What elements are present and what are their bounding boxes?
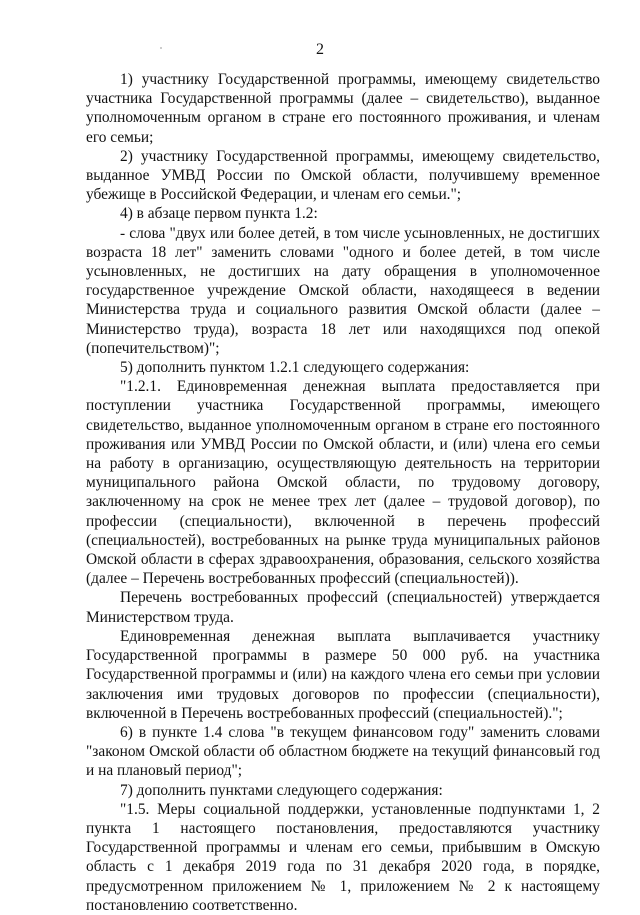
paragraph-item-6: 6) в пункте 1.4 слова "в текущем финансовом году" заменить словами "законом Омской области об областном бюджете на текущий финансовый год и на плановый период";: [86, 723, 600, 780]
paragraph-item-7-heading: 7) дополнить пунктами следующего содержания:: [120, 781, 443, 799]
paragraph-payment-amount: Единовременная денежная выплата выплачивается участнику Государственной программы в размере 50 000 руб. на участника Государственной программы и (или) на каждого члена его семьи при условии заключения ими трудовых договоров по профессии (специальности), включенной в Перечень востребованных профессий (специальностей).";: [86, 627, 600, 722]
document-body: [86, 70, 600, 915]
paragraph-item-2: 2) участнику Государственной программы, имеющему свидетельство, выданное УМВД России по Омской области, получившему временное убежище в Российской Федерации, и членам его семьи.";: [86, 147, 600, 204]
paragraph-clause-1-2-1: "1.2.1. Единовременная денежная выплата предоставляется при поступлении участника Государственной программы, имеющего свидетельство, выданное уполномоченным органом в стране его постоянного проживания или УМВД России по Омской области, и (или) члена его семьи на работу в организацию, осуществляющую деятельность на территории муниципального района Омской области, по трудовому договору, заключенному на срок не менее трех лет (далее – трудовой договор), по профессии (специальности), включенной в перечень профессий (специальностей), востребованных на рынке труда муниципальных районов Омской области в сферах здравоохранения, образования, сельского хозяйства (далее – Перечень востребованных профессий (специальностей)).: [86, 378, 600, 588]
page-number: 2: [316, 41, 324, 58]
paragraph-item-4-heading: 4) в абзаце первом пункта 1.2:: [120, 205, 318, 223]
paragraph-list-approval: Перечень востребованных профессий (специальностей) утверждается Министерством труда.: [86, 589, 600, 626]
paragraph-replace-words: - слова "двух или более детей, в том числе усыновленных, не достигших возраста 18 лет" заменить словами "одного и более детей, в том числе усыновленных, не достигших на дату обращения в уполномоченное государственное учреждение Омской области, находящееся в ведении Министерства труда и социального развития Омской области (далее – Министерство труда), возраста 18 лет или находящихся под опекой (попечительством)";: [86, 224, 600, 357]
paragraph-item-1: 1) участнику Государственной программы, имеющему свидетельство участника Государственной программы (далее – свидетельство), выданное уполномоченным органом в стране его постоянного проживания, и членам его семьи;: [86, 71, 600, 146]
paragraph-clause-1-5: "1.5. Меры социальной поддержки, установленные подпунктами 1, 2 пункта 1 настоящего постановления, предоставляются участнику Государственной программы и членам его семьи, прибывшим в Омскую область с 1 декабря 2019 года по 31 декабря 2020 года, в порядке, предусмотренном приложением № 1, приложением № 2 к настоящему постановлению соответственно.: [86, 800, 600, 914]
paragraph-item-5-heading: 5) дополнить пунктом 1.2.1 следующего содержания:: [120, 359, 470, 377]
